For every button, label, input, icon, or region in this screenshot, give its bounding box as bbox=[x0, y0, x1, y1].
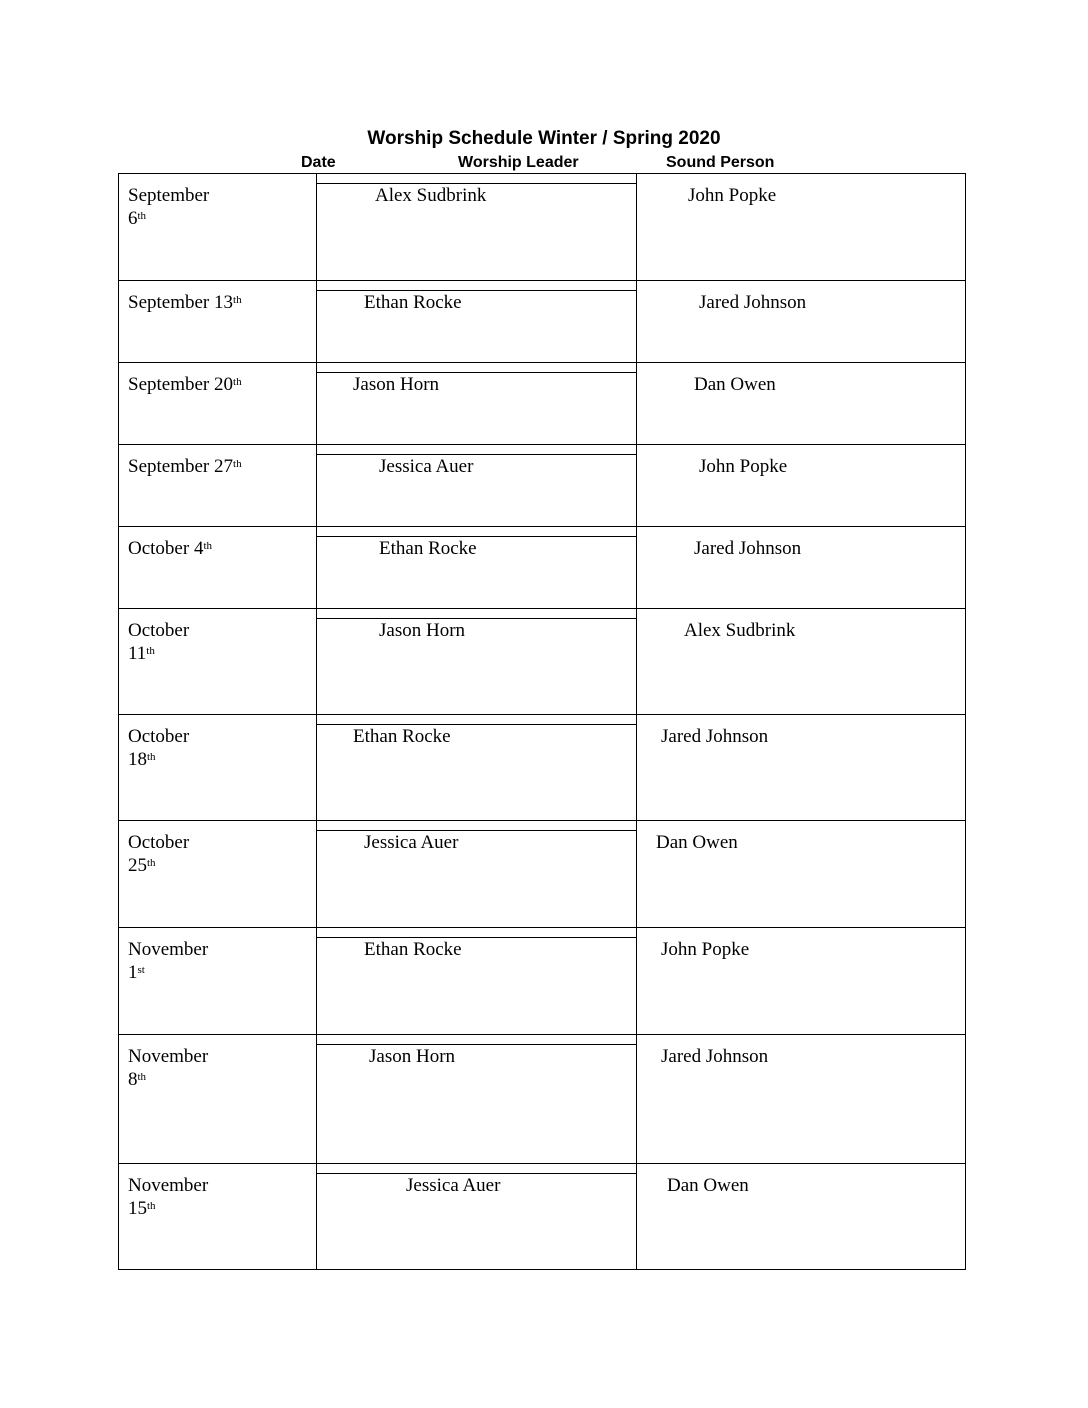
sound-name: John Popke bbox=[699, 456, 788, 477]
sound-cell bbox=[637, 363, 965, 444]
leader-name: Jason Horn bbox=[369, 1046, 456, 1067]
date-cell: November 1st bbox=[119, 928, 317, 1034]
sound-cell bbox=[637, 715, 965, 820]
leader-name: Alex Sudbrink bbox=[375, 185, 487, 206]
sound-name: Jared Johnson bbox=[661, 726, 769, 747]
sound-name: Alex Sudbrink bbox=[684, 620, 796, 641]
schedule-row bbox=[119, 928, 965, 1035]
leader-cell bbox=[317, 821, 637, 927]
date-cell: October 11th bbox=[119, 609, 317, 714]
leader-name: Ethan Rocke bbox=[353, 726, 451, 747]
sound-cell bbox=[637, 174, 965, 280]
date-cell: November 15th bbox=[119, 1164, 317, 1269]
leader-name: Ethan Rocke bbox=[364, 292, 462, 313]
sound-cell bbox=[637, 928, 965, 1034]
schedule-row bbox=[119, 609, 965, 715]
schedule-row bbox=[119, 821, 965, 928]
schedule-row bbox=[119, 363, 965, 445]
sound-name: Jared Johnson bbox=[694, 538, 802, 559]
sound-cell bbox=[637, 1035, 965, 1163]
date-cell: October 4th bbox=[119, 527, 317, 608]
leader-name: Jason Horn bbox=[353, 374, 440, 395]
leader-cell bbox=[317, 928, 637, 1034]
schedule-row bbox=[119, 527, 965, 609]
sound-name: John Popke bbox=[688, 185, 777, 206]
leader-cell bbox=[317, 715, 637, 820]
sound-name: Dan Owen bbox=[656, 832, 738, 853]
leader-cell bbox=[317, 609, 637, 714]
date-cell: November 8th bbox=[119, 1035, 317, 1163]
leader-column-header: Worship Leader bbox=[458, 154, 579, 171]
sound-name: John Popke bbox=[661, 939, 750, 960]
page-title: Worship Schedule Winter / Spring 2020 bbox=[367, 128, 721, 149]
leader-name: Jessica Auer bbox=[406, 1175, 501, 1196]
sound-cell bbox=[637, 821, 965, 927]
date-cell: September 6th bbox=[119, 174, 317, 280]
schedule-row bbox=[119, 445, 965, 527]
sound-column-header: Sound Person bbox=[666, 154, 775, 171]
leader-name: Jessica Auer bbox=[364, 832, 459, 853]
sound-cell bbox=[637, 609, 965, 714]
schedule-row bbox=[119, 174, 965, 281]
sound-name: Dan Owen bbox=[667, 1175, 749, 1196]
leader-cell bbox=[317, 174, 637, 280]
sound-cell bbox=[637, 281, 965, 362]
leader-cell bbox=[317, 1035, 637, 1163]
date-cell: September 27th bbox=[119, 445, 317, 526]
sound-name: Jared Johnson bbox=[661, 1046, 769, 1067]
schedule-row bbox=[119, 1035, 965, 1164]
schedule-row bbox=[119, 1164, 965, 1269]
leader-name: Jason Horn bbox=[379, 620, 466, 641]
sound-name: Dan Owen bbox=[694, 374, 776, 395]
leader-cell bbox=[317, 281, 637, 362]
sound-cell bbox=[637, 445, 965, 526]
date-column-header: Date bbox=[301, 154, 336, 171]
schedule-table bbox=[118, 173, 966, 1270]
date-cell: September 20th bbox=[119, 363, 317, 444]
sound-cell bbox=[637, 527, 965, 608]
leader-name: Ethan Rocke bbox=[379, 538, 477, 559]
date-cell: October 18th bbox=[119, 715, 317, 820]
leader-cell bbox=[317, 445, 637, 526]
sound-name: Jared Johnson bbox=[699, 292, 807, 313]
leader-cell bbox=[317, 1164, 637, 1269]
leader-cell bbox=[317, 527, 637, 608]
date-cell: October 25th bbox=[119, 821, 317, 927]
leader-name: Ethan Rocke bbox=[364, 939, 462, 960]
schedule-row bbox=[119, 281, 965, 363]
leader-name: Jessica Auer bbox=[379, 456, 474, 477]
schedule-row bbox=[119, 715, 965, 821]
date-cell: September 13th bbox=[119, 281, 317, 362]
leader-cell bbox=[317, 363, 637, 444]
sound-cell bbox=[637, 1164, 965, 1269]
